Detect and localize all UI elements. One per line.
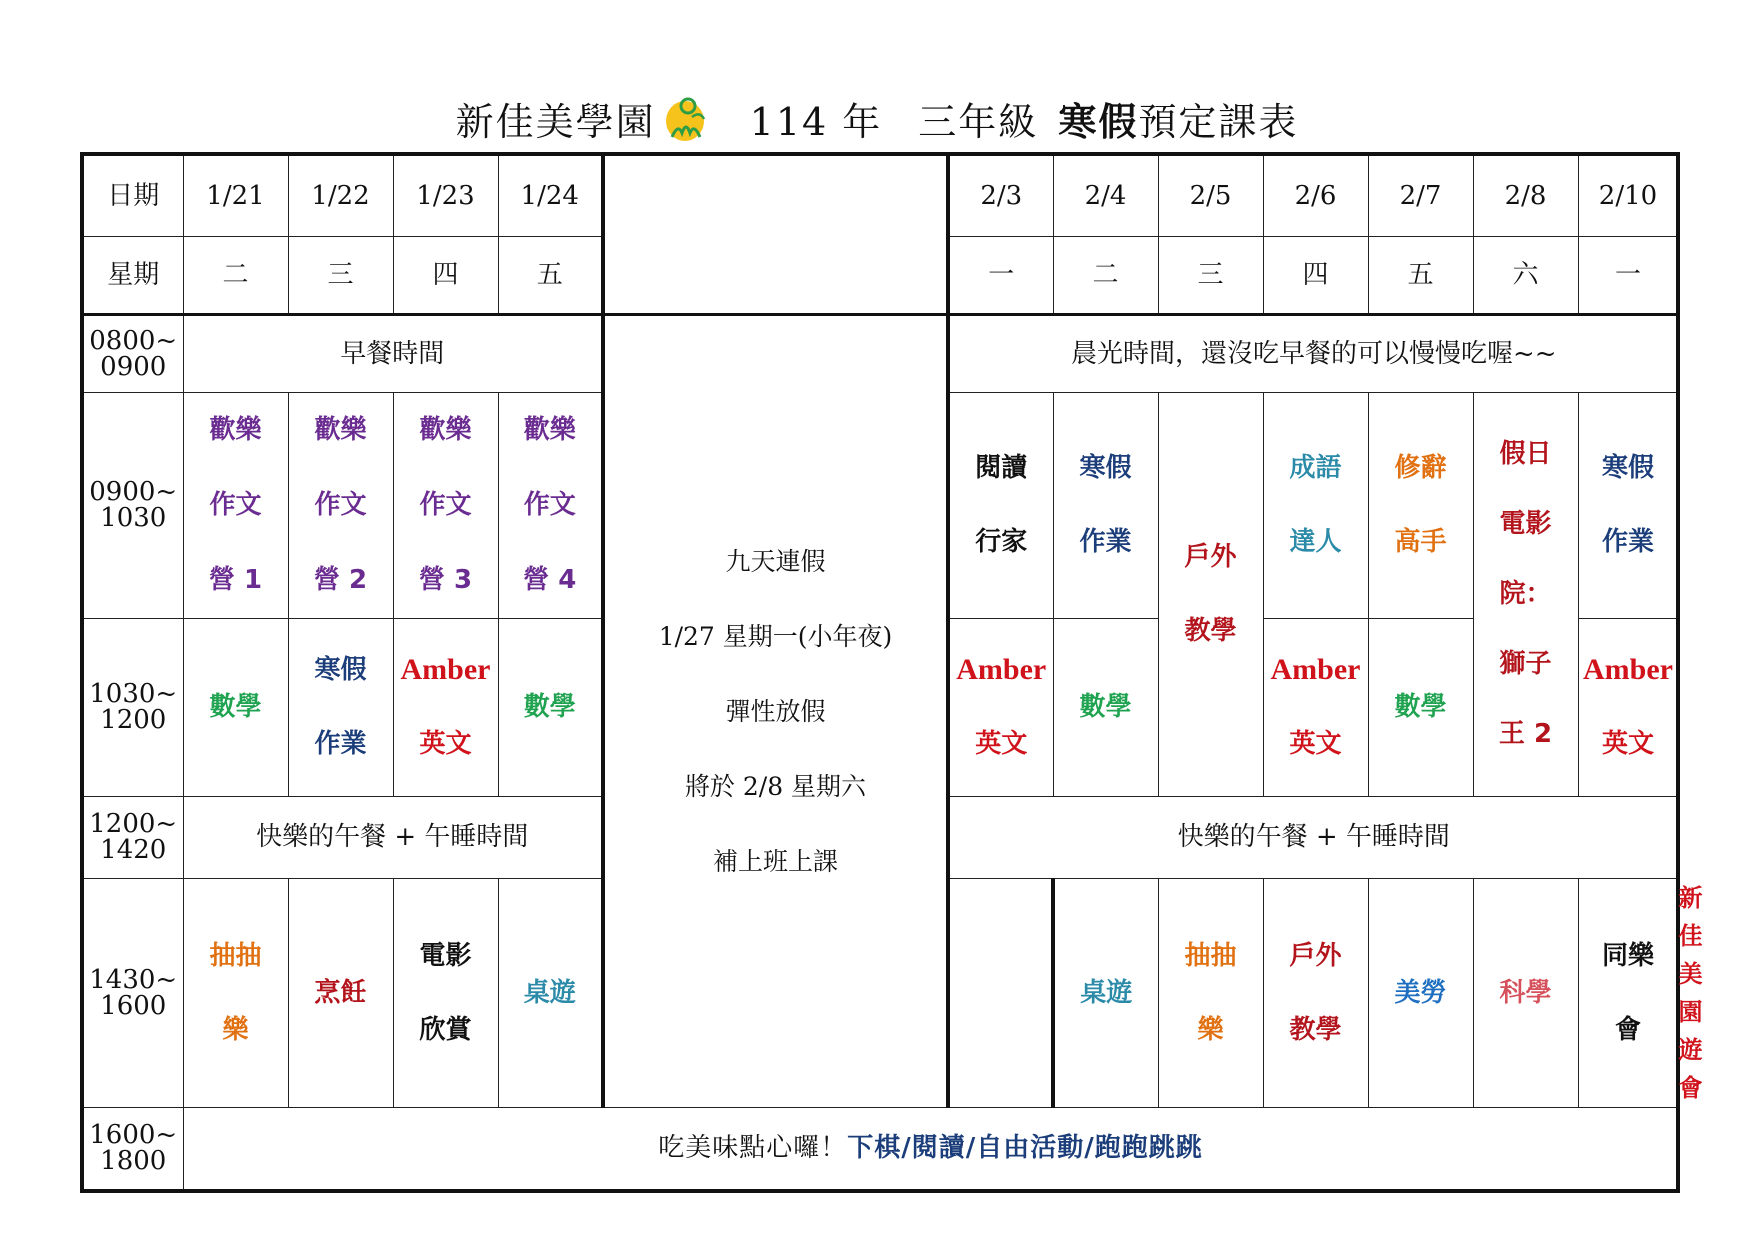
weekday-cell: 三 <box>288 236 393 314</box>
holiday-blank-top <box>603 154 948 314</box>
date-cell: 2/7 <box>1368 154 1473 236</box>
date-cell: 2/10 <box>1578 154 1678 236</box>
class-cell: 寒假 作業 <box>1578 392 1678 618</box>
class-cell: 數學 <box>183 618 288 796</box>
date-cell: 1/21 <box>183 154 288 236</box>
school-name: 新佳美學園 <box>455 99 656 144</box>
afternoon-row: 1430~ 1600 抽抽 樂 烹飪 電影 欣賞 桌遊 桌遊 抽抽 樂 戶外 教學 美勞 科學 同樂 會 新佳美 園遊會 <box>82 878 1678 1107</box>
weekday-cell: 五 <box>1368 236 1473 314</box>
class-cell: 修辭 高手 <box>1368 392 1473 618</box>
class-cell: 美勞 <box>1368 878 1473 1107</box>
lunch-right: 快樂的午餐 + 午睡時間 <box>948 796 1678 878</box>
time-slot: 0800~ 0900 <box>82 314 183 392</box>
date-cell: 2/6 <box>1263 154 1368 236</box>
class-cell: 桌遊 <box>498 878 603 1107</box>
activity-list: 下棋/閱讀/自由活動/跑跑跳跳 <box>847 1133 1203 1164</box>
class-cell-movie: 假日 電影 院： 獅子 王 2 <box>1473 392 1578 796</box>
class-cell: 戶外 教學 <box>1263 878 1368 1107</box>
class-cell: Amber 英文 <box>1263 618 1368 796</box>
snack-row <box>82 1107 1678 1191</box>
time-slot: 1430~ 1600 <box>82 878 183 1107</box>
weekday-cell: 四 <box>1263 236 1368 314</box>
class-cell: 科學 <box>1473 878 1578 1107</box>
date-cell: 1/22 <box>288 154 393 236</box>
school-year: 114 年 <box>749 99 883 144</box>
title-suffix: 預定課表 <box>1138 99 1299 144</box>
class-cell: Amber 英文 <box>1578 618 1678 796</box>
weekday-label: 星期 <box>82 236 183 314</box>
date-cell: 1/23 <box>393 154 498 236</box>
page-title <box>0 88 1754 148</box>
holiday-blank-bottom <box>948 878 1053 1107</box>
weekday-cell: 一 <box>1578 236 1678 314</box>
weekday-cell: 三 <box>1158 236 1263 314</box>
class-cell: 數學 <box>1053 618 1158 796</box>
weekday-cell: 四 <box>393 236 498 314</box>
class-cell-outdoor: 戶外 教學 <box>1158 392 1263 796</box>
class-cell: 電影 欣賞 <box>393 878 498 1107</box>
class-cell: 數學 <box>1368 618 1473 796</box>
date-label: 日期 <box>82 154 183 236</box>
class-cell: 閱讀 行家 <box>948 392 1053 618</box>
class-cell: 寒假 作業 <box>1053 392 1158 618</box>
time-slot: 1200~ 1420 <box>82 796 183 878</box>
class-cell: 桌遊 <box>1053 878 1158 1107</box>
class-cell: Amber 英文 <box>393 618 498 796</box>
class-cell: 抽抽 樂 <box>183 878 288 1107</box>
breakfast-right: 晨光時間，還沒吃早餐的可以慢慢吃喔~~ <box>948 314 1678 392</box>
term-label: 寒假 <box>1058 98 1139 144</box>
class-cell: 抽抽 樂 <box>1158 878 1263 1107</box>
time-slot: 0900~ 1030 <box>82 392 183 618</box>
class-cell: Amber 英文 <box>948 618 1053 796</box>
class-cell: 數學 <box>498 618 603 796</box>
date-row <box>82 154 1678 236</box>
weekday-cell: 二 <box>183 236 288 314</box>
school-logo <box>662 93 708 143</box>
date-cell: 2/3 <box>948 154 1053 236</box>
snack-activities <box>183 1107 1678 1191</box>
class-cell: 寒假 作業 <box>288 618 393 796</box>
time-slot: 1600~ 1800 <box>82 1107 183 1191</box>
grade-label: 三年級 <box>918 99 1039 144</box>
breakfast-row <box>82 314 1678 392</box>
weekday-cell: 一 <box>948 236 1053 314</box>
class-cell: 歡樂 作文 營 3 <box>393 392 498 618</box>
class-cell: 歡樂 作文 營 1 <box>183 392 288 618</box>
holiday-notice: 九天連假 1/27 星期一(小年夜) 彈性放假 將於 2/8 星期六 補上班上課 <box>603 314 948 1107</box>
lunch-left: 快樂的午餐 + 午睡時間 <box>183 796 603 878</box>
weekday-cell: 二 <box>1053 236 1158 314</box>
class-cell: 同樂 會 <box>1578 878 1678 1107</box>
class-cell: 成語 達人 <box>1263 392 1368 618</box>
class-cell: 歡樂 作文 營 2 <box>288 392 393 618</box>
schedule-table <box>80 152 1703 1193</box>
snack-prefix: 吃美味點心囉！ <box>658 1133 848 1164</box>
weekday-cell: 六 <box>1473 236 1578 314</box>
class-cell: 歡樂 作文 營 4 <box>498 392 603 618</box>
date-cell: 2/5 <box>1158 154 1263 236</box>
date-cell: 1/24 <box>498 154 603 236</box>
time-slot: 1030~ 1200 <box>82 618 183 796</box>
breakfast-left: 早餐時間 <box>183 314 603 392</box>
date-cell: 2/4 <box>1053 154 1158 236</box>
class-cell: 烹飪 <box>288 878 393 1107</box>
weekday-cell: 五 <box>498 236 603 314</box>
date-cell: 2/8 <box>1473 154 1578 236</box>
